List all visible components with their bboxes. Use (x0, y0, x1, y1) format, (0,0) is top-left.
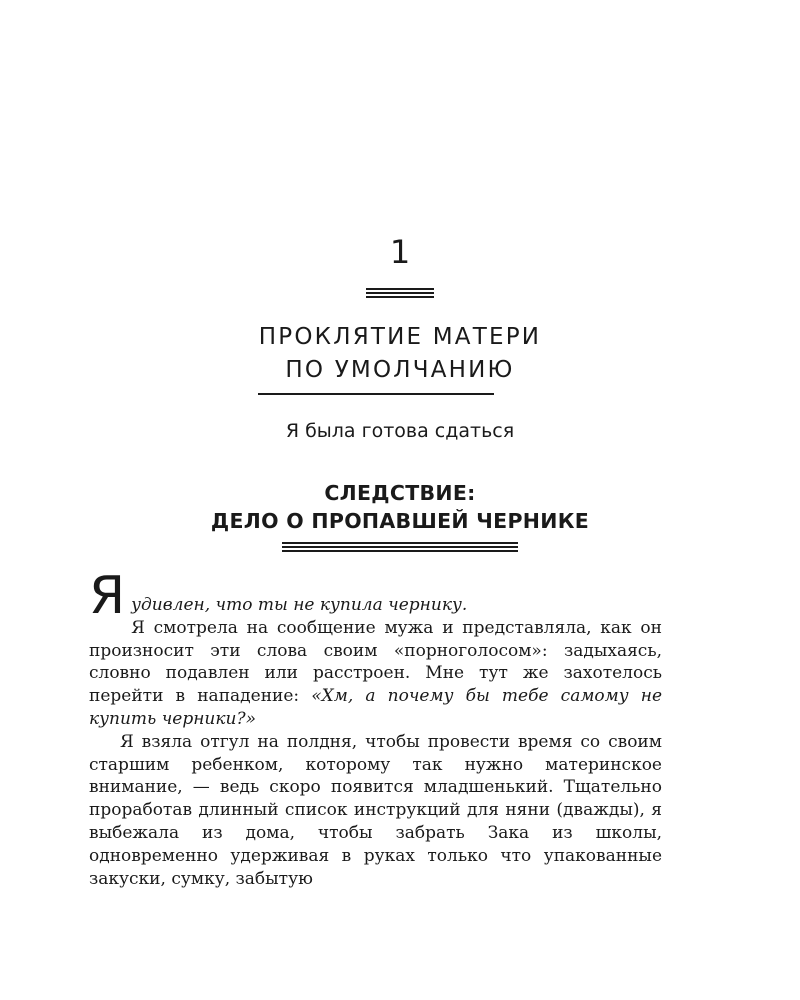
section-heading (0, 479, 800, 535)
section-heading-line-2: ДЕЛО О ПРОПАВШЕЙ ЧЕРНИКЕ (210, 509, 590, 533)
chapter-title-line-2: ПО УМОЛЧАНИЮ (285, 357, 515, 383)
chapter-number: 1 (389, 233, 411, 271)
chapter-subtitle: Я была готова сдаться (285, 420, 515, 442)
chapter-title-line-1: ПРОКЛЯТИЕ МАТЕРИ (258, 324, 542, 350)
chapter-title-rule (258, 393, 494, 395)
body-text (89, 566, 663, 890)
chapter-title (0, 321, 800, 387)
section-heading-line-1: СЛЕДСТВИЕ: (324, 481, 476, 505)
paragraph-2: Я взяла отгул на полдня, чтобы провести время со своим старшим ребенком, которому так нужно материнское внимание, — ведь скоро появится младшенький. Тщательно проработав длинный список инструкций для няни (дважды), я выбежала из дома, чтобы забрать Зака из школы, одновременно удерживая в руках только что упакованные закуски, сумку, забытую (89, 731, 662, 889)
paragraph-1-text: Я смотрела на сообщение мужа и представляла, как он произносит эти слова своим «порноголосом»: задыхаясь, словно подавлен или расстроен. Мне тут же захотелось перейти в нападение: (89, 617, 662, 707)
opening-italic-line: удивлен, что ты не купила чернику. (131, 595, 468, 615)
paragraph-1-italic-quote: «Хм, а почему бы тебе самому не купить черники?» (89, 686, 663, 729)
drop-cap: Я (89, 566, 126, 626)
section-heading-rule (282, 542, 518, 555)
paragraph-1 (89, 566, 663, 731)
chapter-number-rule (366, 288, 434, 301)
